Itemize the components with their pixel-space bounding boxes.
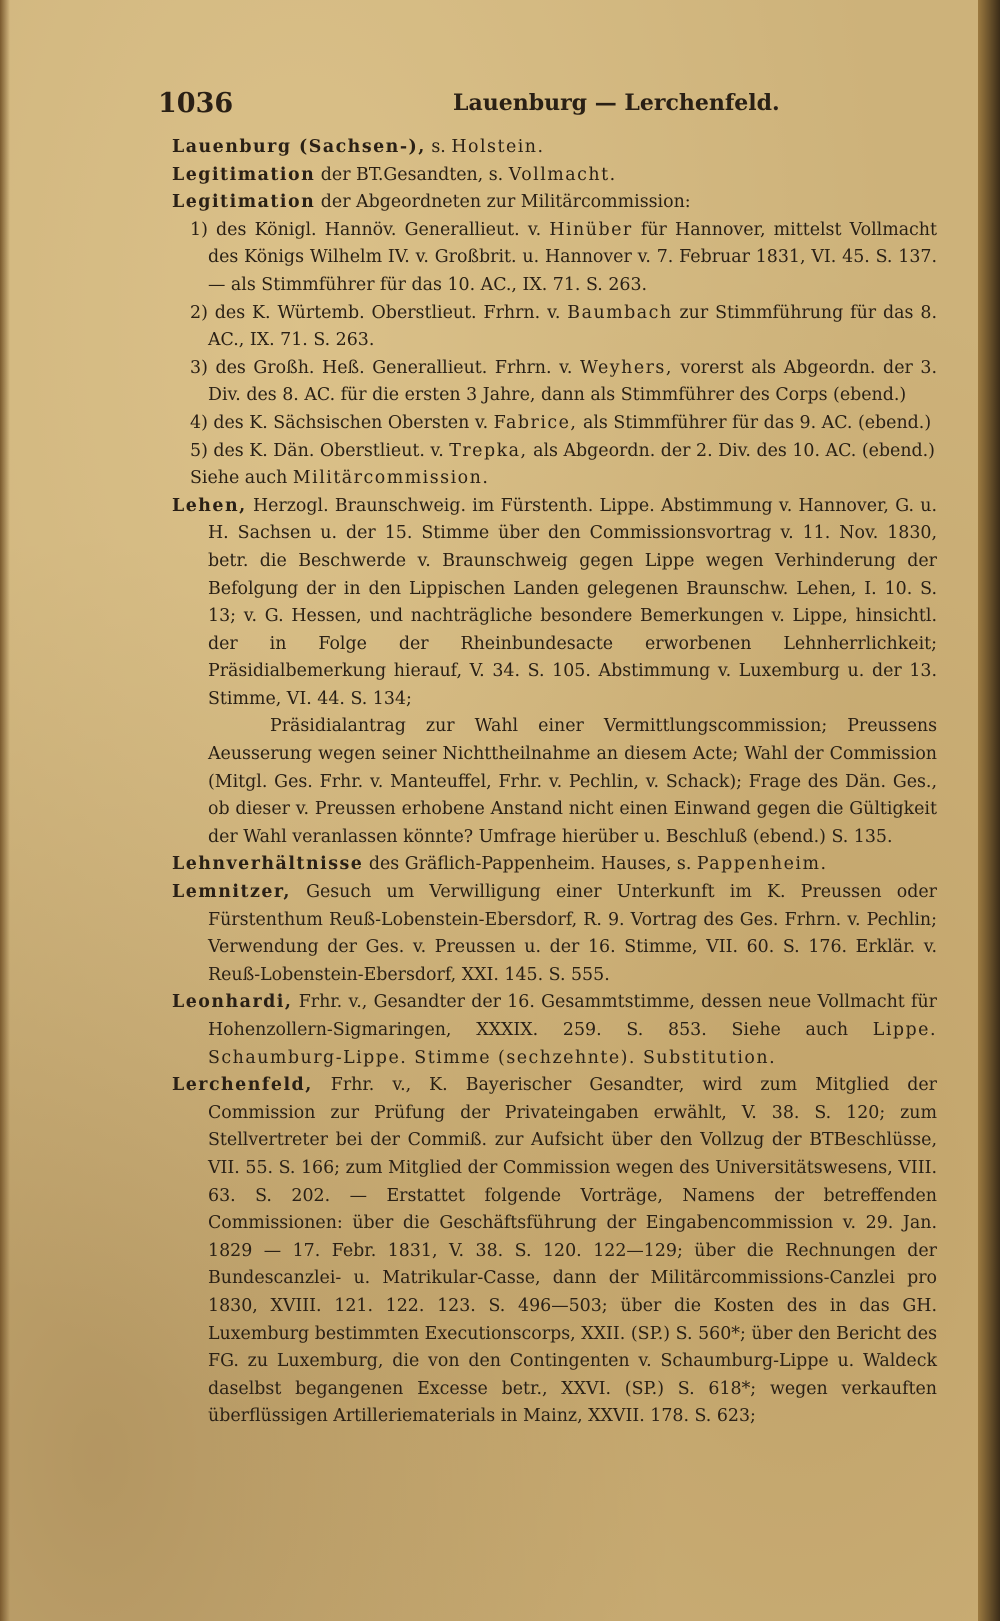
subentry-name: Baumbach bbox=[567, 302, 673, 323]
index-subentry bbox=[172, 300, 937, 355]
entry-headword: Lerchenfeld, bbox=[172, 1075, 313, 1096]
entry-reference: Lippe. Schaumburg-Lippe. Stimme (sechzehnte). Substitution. bbox=[208, 1020, 937, 1068]
index-entry bbox=[172, 1072, 937, 1431]
subentry-text: Siehe auch bbox=[190, 468, 293, 489]
subentry-text: als Stimmführer für das 9. AC. (ebend.) bbox=[577, 412, 932, 433]
subentry-text: 3) des Großh. Heß. Generallieut. Frhrn. v. bbox=[190, 357, 581, 378]
subentry-name: Fabrice, bbox=[493, 412, 578, 433]
subentry-name: Trepka, bbox=[449, 440, 528, 461]
entry-headword: Leonhardi, bbox=[172, 992, 293, 1013]
entry-headword: Legitimation bbox=[172, 192, 316, 213]
index-entry bbox=[172, 879, 937, 989]
index-text bbox=[172, 134, 937, 1431]
index-entry bbox=[172, 162, 937, 190]
entry-headword: Legitimation bbox=[172, 164, 316, 185]
index-entry bbox=[172, 134, 937, 162]
page-edge-left bbox=[0, 0, 10, 1621]
page-number: 1036 bbox=[158, 88, 234, 119]
page-header bbox=[158, 88, 938, 128]
subentry-text: als Abgeordn. der 2. Div. des 10. AC. (ebend.) bbox=[527, 440, 935, 461]
entry-text: Herzogl. Braunschweig. im Fürstenth. Lippe. Abstimmung v. Hannover, G. u. H. Sachsen u. der 15. Stimme über den Commissionsvortrag v. 11. Nov. 1830, betr. die Beschwerde v. Braunschweig gegen Lippe wegen Verhinderung der Befolgung der in den Lippischen Landen gelegenen Braunschw. Lehen, I. 10. S. 13; v. G. Hessen, und nachträgliche besondere Bemerkungen v. Lippe, hinsichtl. der in Folge der Rheinbundesacte erworbenen Lehnherrlichkeit; Präsidialbemerkung hierauf, V. 34. S. 105. Abstimmung v. Luxemburg u. der 13. Stimme, VI. 44. S. 134; bbox=[208, 495, 937, 709]
entry-text: s. bbox=[425, 137, 452, 157]
entry-headword: Lemnitzer, bbox=[172, 882, 291, 903]
entry-reference: Pappenheim. bbox=[696, 854, 828, 875]
subentry-text: für Hannover, mittelst Vollmacht des Königs Wilhelm IV. v. Großbrit. u. Hannover v. 7. Februar 1831, VI. 45. S. 137. — als Stimmführer für das 10. AC., IX. 71. S. 263. bbox=[208, 219, 937, 295]
entry-reference: Vollmacht. bbox=[508, 164, 617, 185]
index-entry bbox=[172, 493, 937, 714]
entry-text: der BT.Gesandten, s. bbox=[315, 164, 509, 185]
entry-text: Frhr. v., Gesandter der 16. Gesammtstimme, dessen neue Vollmacht für Hohenzollern-Sigmaringen, XXXIX. 259. S. 853. Siehe auch bbox=[208, 992, 937, 1040]
entry-text: der Abgeordneten zur Militärcommission: bbox=[315, 192, 691, 213]
subentry-text: 2) des K. Würtemb. Oberstlieut. Frhrn. v. bbox=[190, 302, 568, 323]
index-subentry bbox=[172, 217, 937, 300]
index-entry bbox=[172, 989, 937, 1072]
entry-headword: Lauenburg (Sachsen-), bbox=[172, 137, 426, 157]
page-edge-right bbox=[978, 0, 1000, 1621]
index-entry bbox=[172, 189, 937, 217]
index-subentry bbox=[172, 355, 937, 410]
entry-headword: Lehen, bbox=[172, 495, 247, 516]
index-subentry bbox=[172, 465, 937, 493]
subentry-text: zur Stimmführung für das 8. AC., IX. 71. S. 263. bbox=[208, 302, 937, 351]
entry-text: Gesuch um Verwilligung einer Unterkunft im K. Preussen oder Fürstenthum Reuß-Lobenstein-Ebersdorf, R. 9. Vortrag des Ges. Frhrn. v. Pechlin; Verwendung der Ges. v. Preussen u. der 16. Stimme, VII. 60. S. 176. Erklär. v. Reuß-Lobenstein-Ebersdorf, XXI. 145. S. 555. bbox=[208, 882, 937, 985]
index-entry bbox=[172, 851, 937, 879]
subentry-text: 5) des K. Dän. Oberstlieut. v. bbox=[190, 440, 450, 461]
entry-reference: Holstein. bbox=[451, 137, 545, 157]
subentry-name: Hinüber bbox=[549, 219, 633, 240]
subentry-name: Militärcommission. bbox=[292, 468, 490, 489]
subentry-text: 1) des Königl. Hannöv. Generallieut. v. bbox=[190, 219, 550, 240]
paragraph-text: Präsidialantrag zur Wahl einer Vermittlungscommission; Preussens Aeusserung wegen seiner Nichttheilnahme an diesem Acte; Wahl der Commission (Mitgl. Ges. Frhr. v. Manteuffel, Frhr. v. Pechlin, v. Schack); Frage des Dän. Ges., ob dieser v. Preussen erhobene Anstand nicht einen Einwand gegen die Gültigkeit der Wahl veranlassen könnte? Umfrage hierüber u. Beschluß (ebend.) S. 135. bbox=[208, 716, 937, 847]
index-paragraph bbox=[172, 713, 937, 851]
entry-text: des Gräflich-Pappenheim. Hauses, s. bbox=[363, 854, 697, 875]
running-head: Lauenburg — Lerchenfeld. bbox=[453, 90, 780, 116]
subentry-text: vorerst als Abgeordn. der 3. Div. des 8. AC. für die ersten 3 Jahre, dann als Stimmführer des Corps (ebend.) bbox=[208, 357, 937, 406]
index-subentry bbox=[172, 410, 937, 438]
entry-text: Frhr. v., K. Bayerischer Gesandter, wird zum Mitglied der Commission zur Prüfung der Privateingaben erwählt, V. 38. S. 120; zum Stellvertreter bei der Commiß. zur Aufsicht über den Vollzug der BTBeschlüsse, VII. 55. S. 166; zum Mitglied der Commission wegen des Universitätswesens, VIII. 63. S. 202. — Erstattet folgende Vorträge, Namens der betreffenden Commissionen: über die Geschäftsführung der Eingabencommission v. 29. Jan. 1829 — 17. Febr. 1831, V. 38. S. 120. 122—129; über die Rechnungen der Bundescanzlei- u. Matrikular-Casse, dann der Militärcommissions-Canzlei pro 1830, XVIII. 121. 122. 123. S. 496—503; über die Kosten des in das GH. Luxemburg bestimmten Executionscorps, XXII. (SP.) S. 560*; über den Bericht des FG. zu Luxemburg, die von den Contingenten v. Schaumburg-Lippe u. Waldeck daselbst begangenen Excesse betr., XXVI. (SP.) S. 618*; wegen verkauften überflüssigen Artilleriematerials in Mainz, XXVII. 178. S. 623; bbox=[208, 1075, 937, 1427]
entry-headword: Lehnverhältnisse bbox=[172, 854, 364, 875]
subentry-text: 4) des K. Sächsischen Obersten v. bbox=[190, 412, 494, 433]
index-subentry bbox=[172, 438, 937, 466]
subentry-name: Weyhers, bbox=[580, 357, 673, 378]
